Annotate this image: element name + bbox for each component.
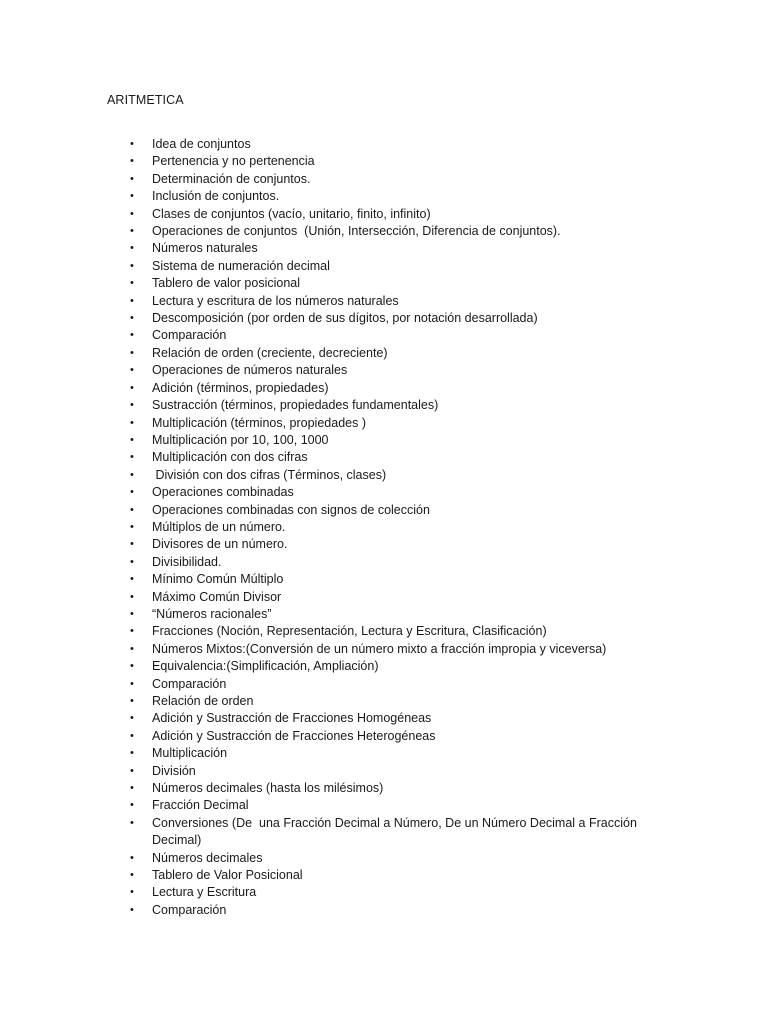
bullet-icon: • [130, 712, 134, 725]
bullet-icon: • [130, 607, 134, 620]
bullet-icon: • [130, 503, 134, 516]
list-item [130, 867, 652, 884]
list-item [130, 623, 652, 640]
list-item [130, 728, 652, 745]
list-item [130, 136, 652, 153]
list-item [130, 571, 652, 588]
list-item-text: Descomposición (por orden de sus dígitos, por notación desarrollada) [152, 311, 538, 326]
list-item [130, 797, 652, 814]
list-item [130, 589, 652, 606]
list-item-text: Adición (términos, propiedades) [152, 380, 329, 395]
list-item-text: División con dos cifras (Términos, clases) [152, 467, 387, 482]
list-item-text: Conversiones (De una Fracción Decimal a Número, De un Número Decimal a Fracción Decimal) [152, 815, 641, 848]
bullet-icon: • [130, 729, 134, 742]
list-item-text: Multiplicación con dos cifras [152, 450, 308, 465]
list-item-text: Multiplicación [152, 746, 228, 761]
list-item [130, 432, 652, 449]
bullet-icon: • [130, 555, 134, 568]
list-item-text: Operaciones combinadas con signos de colección [152, 502, 430, 517]
list-item [130, 258, 652, 275]
list-item [130, 380, 652, 397]
bullet-icon: • [130, 799, 134, 812]
list-item [130, 658, 652, 675]
list-item-text: Tablero de Valor Posicional [152, 868, 303, 883]
list-item-text: Determinación de conjuntos. [152, 171, 311, 186]
list-item-text: Múltiplos de un número. [152, 519, 286, 534]
list-item [130, 710, 652, 727]
list-item [130, 206, 652, 223]
list-item [130, 745, 652, 762]
list-item-text: Equivalencia:(Simplificación, Ampliación) [152, 659, 379, 674]
bullet-icon: • [130, 660, 134, 673]
bullet-icon: • [130, 329, 134, 342]
bullet-icon: • [130, 225, 134, 238]
list-item-text: Operaciones de números naturales [152, 363, 348, 378]
list-item-text: Clases de conjuntos (vacío, unitario, finito, infinito) [152, 206, 431, 221]
bullet-icon: • [130, 242, 134, 255]
list-item-text: Números naturales [152, 241, 258, 256]
list-item [130, 171, 652, 188]
bullet-icon: • [130, 155, 134, 168]
bullet-icon: • [130, 259, 134, 272]
list-item [130, 850, 652, 867]
list-item-text: Operaciones de conjuntos (Unión, Intersección, Diferencia de conjuntos). [152, 224, 561, 239]
list-item-text: Operaciones combinadas [152, 485, 294, 500]
bullet-icon: • [130, 172, 134, 185]
list-item-text: Sustracción (términos, propiedades fundamentales) [152, 398, 439, 413]
list-item [130, 467, 652, 484]
list-item [130, 362, 652, 379]
bullet-icon: • [130, 538, 134, 551]
list-item [130, 397, 652, 414]
bullet-icon: • [130, 190, 134, 203]
list-item [130, 884, 652, 901]
bullet-icon: • [130, 294, 134, 307]
list-item-text: Idea de conjuntos [152, 137, 251, 151]
bullet-icon: • [130, 573, 134, 586]
list-item-text: Máximo Común Divisor [152, 589, 282, 604]
bullet-icon: • [130, 764, 134, 777]
bullet-icon: • [130, 642, 134, 655]
bullet-icon: • [130, 277, 134, 290]
list-item-text: Relación de orden [152, 694, 254, 708]
list-item-text: Comparación [152, 676, 227, 691]
list-item-text: Relación de orden (creciente, decreciente) [152, 345, 388, 360]
list-item-text: División [152, 763, 196, 778]
list-item-text: Mínimo Común Múltiplo [152, 572, 284, 587]
list-item-text: Sistema de numeración decimal [152, 258, 330, 273]
list-item [130, 240, 652, 257]
list-item-text: Tablero de valor posicional [152, 276, 301, 291]
bullet-icon: • [130, 903, 134, 916]
bullet-icon: • [130, 695, 134, 707]
list-item-text: Divisibilidad. [152, 554, 222, 569]
list-item-text: Multiplicación (términos, propiedades ) [152, 415, 366, 430]
list-item [130, 693, 652, 710]
bullet-icon: • [130, 346, 134, 359]
bullet-icon: • [130, 468, 134, 481]
bullet-icon: • [130, 747, 134, 760]
bullet-icon: • [130, 851, 134, 864]
bullet-icon: • [130, 451, 134, 464]
list-item-text: Inclusión de conjuntos. [152, 189, 280, 204]
list-item [130, 763, 652, 780]
list-item-text: Comparación [152, 902, 227, 917]
list-item [130, 676, 652, 693]
list-item [130, 310, 652, 327]
document-title: ARITMETICA [107, 93, 184, 107]
bullet-icon: • [130, 399, 134, 412]
list-item [130, 519, 652, 536]
bullet-icon: • [130, 677, 134, 690]
list-item-text: Números decimales [152, 850, 263, 865]
list-item-text: Fracciones (Noción, Representación, Lectura y Escritura, Clasificación) [152, 624, 547, 639]
bullet-icon: • [130, 433, 134, 446]
bullet-icon: • [130, 782, 134, 795]
list-item [130, 223, 652, 240]
list-item [130, 554, 652, 571]
list-item-text: Multiplicación por 10, 100, 1000 [152, 432, 329, 447]
bullet-icon: • [130, 138, 134, 150]
list-item-text: Comparación [152, 328, 227, 343]
topic-list [130, 136, 652, 919]
list-item [130, 327, 652, 344]
bullet-icon: • [130, 520, 134, 533]
list-item [130, 275, 652, 292]
list-item-text: Números Mixtos:(Conversión de un número mixto a fracción impropia y viceversa) [152, 641, 607, 656]
list-item-text: Divisores de un número. [152, 537, 288, 552]
bullet-icon: • [130, 416, 134, 429]
list-item [130, 536, 652, 553]
list-item-text: Pertenencia y no pertenencia [152, 154, 315, 169]
list-item [130, 153, 652, 170]
list-item [130, 606, 652, 623]
bullet-icon: • [130, 207, 134, 220]
list-item [130, 815, 652, 850]
list-item-text: Fracción Decimal [152, 798, 249, 813]
list-item-text: Adición y Sustracción de Fracciones Homogéneas [152, 711, 432, 726]
list-item-text: “Números racionales” [152, 606, 272, 621]
bullet-icon: • [130, 312, 134, 325]
bullet-icon: • [130, 886, 134, 899]
list-item-text: Lectura y escritura de los números naturales [152, 293, 399, 308]
bullet-icon: • [130, 869, 134, 882]
list-item [130, 415, 652, 432]
list-item [130, 780, 652, 797]
list-item [130, 188, 652, 205]
bullet-icon: • [130, 590, 134, 603]
list-item-text: Lectura y Escritura [152, 885, 257, 900]
list-item-text: Adición y Sustracción de Fracciones Heterogéneas [152, 728, 436, 743]
bullet-icon: • [130, 486, 134, 499]
list-item [130, 293, 652, 310]
list-item [130, 641, 652, 658]
list-item [130, 449, 652, 466]
bullet-icon: • [130, 364, 134, 377]
list-item [130, 484, 652, 501]
list-item [130, 345, 652, 362]
bullet-icon: • [130, 625, 134, 638]
list-item-text: Números decimales (hasta los milésimos) [152, 781, 384, 796]
list-item [130, 502, 652, 519]
bullet-icon: • [130, 816, 134, 829]
bullet-icon: • [130, 381, 134, 394]
list-item [130, 902, 652, 919]
